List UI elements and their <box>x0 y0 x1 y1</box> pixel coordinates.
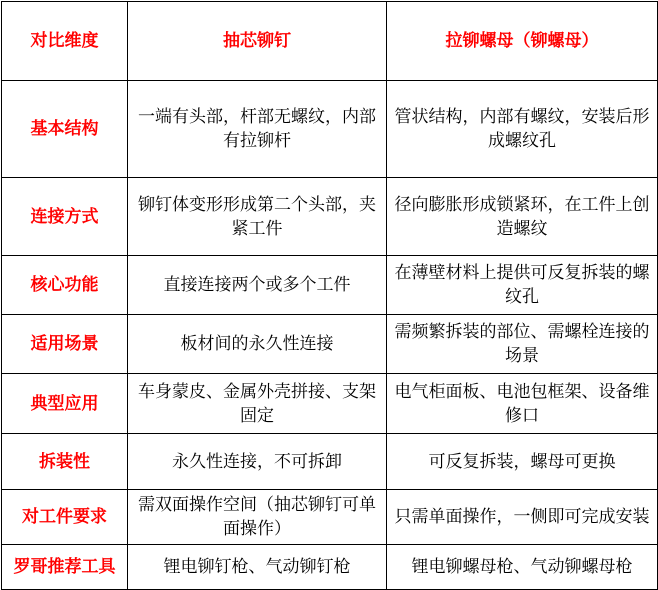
table-row <box>2 490 658 545</box>
blind-rivet-cell: 铆钉体变形形成第二个头部，夹紧工件 <box>128 178 387 256</box>
row-label: 拆装性 <box>2 434 128 490</box>
row-label: 基本结构 <box>2 81 128 178</box>
blind-rivet-cell: 板材间的永久性连接 <box>128 315 387 374</box>
rivet-nut-cell: 需频繁拆装的部位、需螺栓连接的场景 <box>387 315 658 374</box>
table-row <box>2 315 658 374</box>
blind-rivet-cell: 一端有头部，杆部无螺纹，内部有拉铆杆 <box>128 81 387 178</box>
header-blind-rivet: 抽芯铆钉 <box>128 2 387 81</box>
rivet-nut-cell: 可反复拆装，螺母可更换 <box>387 434 658 490</box>
header-dimension: 对比维度 <box>2 2 128 81</box>
row-label: 适用场景 <box>2 315 128 374</box>
blind-rivet-cell: 直接连接两个或多个工件 <box>128 256 387 315</box>
header-rivet-nut: 拉铆螺母（铆螺母） <box>387 2 658 81</box>
table-row <box>2 545 658 590</box>
table-row <box>2 434 658 490</box>
row-label: 罗哥推荐工具 <box>2 545 128 590</box>
blind-rivet-cell: 需双面操作空间（抽芯铆钉可单面操作） <box>128 490 387 545</box>
table-row <box>2 178 658 256</box>
rivet-nut-cell: 锂电铆螺母枪、气动铆螺母枪 <box>387 545 658 590</box>
table-row <box>2 81 658 178</box>
row-label: 对工件要求 <box>2 490 128 545</box>
table-row <box>2 374 658 434</box>
header-row <box>2 2 658 81</box>
comparison-table <box>1 1 658 590</box>
rivet-nut-cell: 管状结构，内部有螺纹，安装后形成螺纹孔 <box>387 81 658 178</box>
row-label: 连接方式 <box>2 178 128 256</box>
table-row <box>2 256 658 315</box>
rivet-nut-cell: 电气柜面板、电池包框架、设备维修口 <box>387 374 658 434</box>
blind-rivet-cell: 车身蒙皮、金属外壳拼接、支架固定 <box>128 374 387 434</box>
row-label: 典型应用 <box>2 374 128 434</box>
row-label: 核心功能 <box>2 256 128 315</box>
blind-rivet-cell: 永久性连接，不可拆卸 <box>128 434 387 490</box>
rivet-nut-cell: 只需单面操作，一侧即可完成安装 <box>387 490 658 545</box>
rivet-nut-cell: 径向膨胀形成锁紧环，在工件上创造螺纹 <box>387 178 658 256</box>
rivet-nut-cell: 在薄壁材料上提供可反复拆装的螺纹孔 <box>387 256 658 315</box>
blind-rivet-cell: 锂电铆钉枪、气动铆钉枪 <box>128 545 387 590</box>
